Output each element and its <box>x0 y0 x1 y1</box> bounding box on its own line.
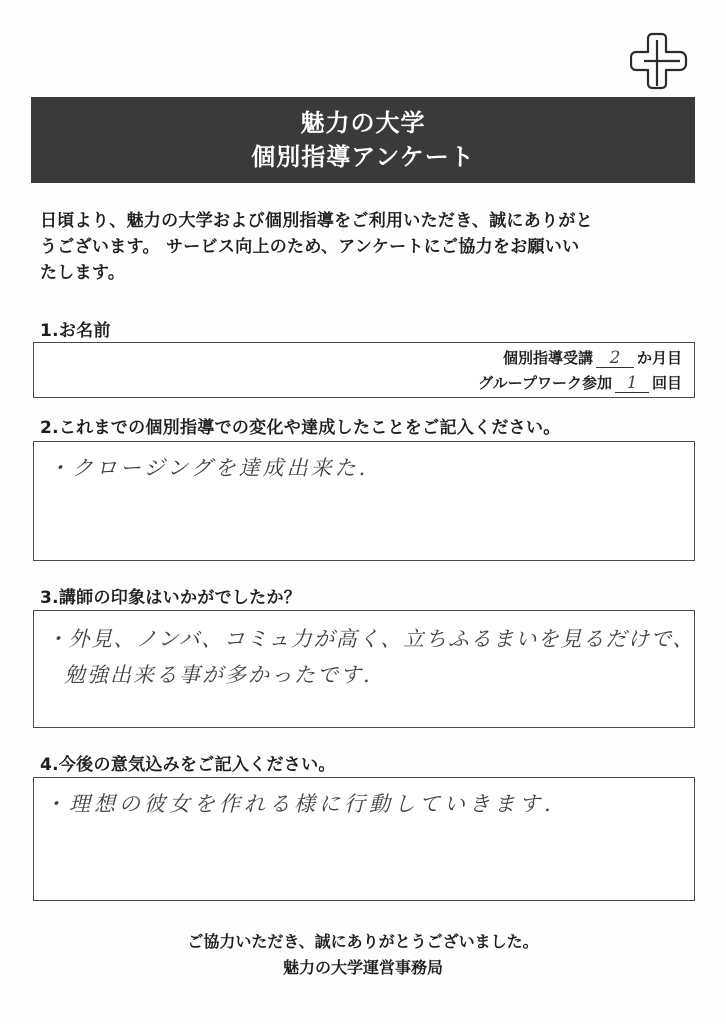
q2-answer-box[interactable] <box>33 441 695 561</box>
sessions-row <box>503 347 682 368</box>
q3-title: 3.講師の印象はいかがでしたか？ <box>40 588 302 608</box>
q2-title: 2.これまでの個別指導での変化や達成したことをご記入ください。 <box>40 418 561 438</box>
title-banner <box>31 97 695 183</box>
name-field[interactable] <box>33 342 695 398</box>
q3-answer-line1: ・外見、ノンバ、コミュ力が高く、立ちふるまいを見るだけで、 <box>46 627 695 651</box>
banner-subtitle: 個別指導アンケート <box>251 143 475 171</box>
sessions-unit: か月目 <box>636 349 682 367</box>
cross-logo-icon <box>630 30 690 92</box>
q4-answer-box[interactable] <box>33 777 695 901</box>
intro-text <box>40 208 690 286</box>
banner-title: 魅力の大学 <box>300 109 426 137</box>
group-unit: 回目 <box>651 374 682 392</box>
group-label: グループワーク参加 <box>478 374 612 392</box>
sessions-value[interactable]: 2 <box>596 349 634 368</box>
sessions-label: 個別指導受講 <box>502 349 593 367</box>
intro-line: 日頃より、魅力の大学および個別指導をご利用いただき、誠にありがと <box>40 211 593 231</box>
footer-office: 魅力の大学運営事務局 <box>282 958 443 977</box>
footer-thanks: ご協力いただき、誠にありがとうございました。 <box>187 932 539 951</box>
q3-answer-line2: 勉強出来る事が多かったです. <box>64 663 372 687</box>
intro-line: たします。 <box>40 263 126 283</box>
q1-title: 1.お名前 <box>40 321 111 341</box>
q2-answer: ・クロージングを達成出来た. <box>48 456 369 480</box>
q4-answer: ・理想の彼女を作れる様に行動していきます. <box>44 792 555 816</box>
intro-line: うございます。 サービス向上のため、アンケートにご協力をお願いい <box>40 237 580 257</box>
q3-answer-box[interactable] <box>33 610 695 728</box>
group-row <box>478 372 682 393</box>
q4-title: 4.今後の意気込みをご記入ください。 <box>40 755 336 775</box>
footer <box>0 929 726 981</box>
group-value[interactable]: 1 <box>615 374 649 393</box>
